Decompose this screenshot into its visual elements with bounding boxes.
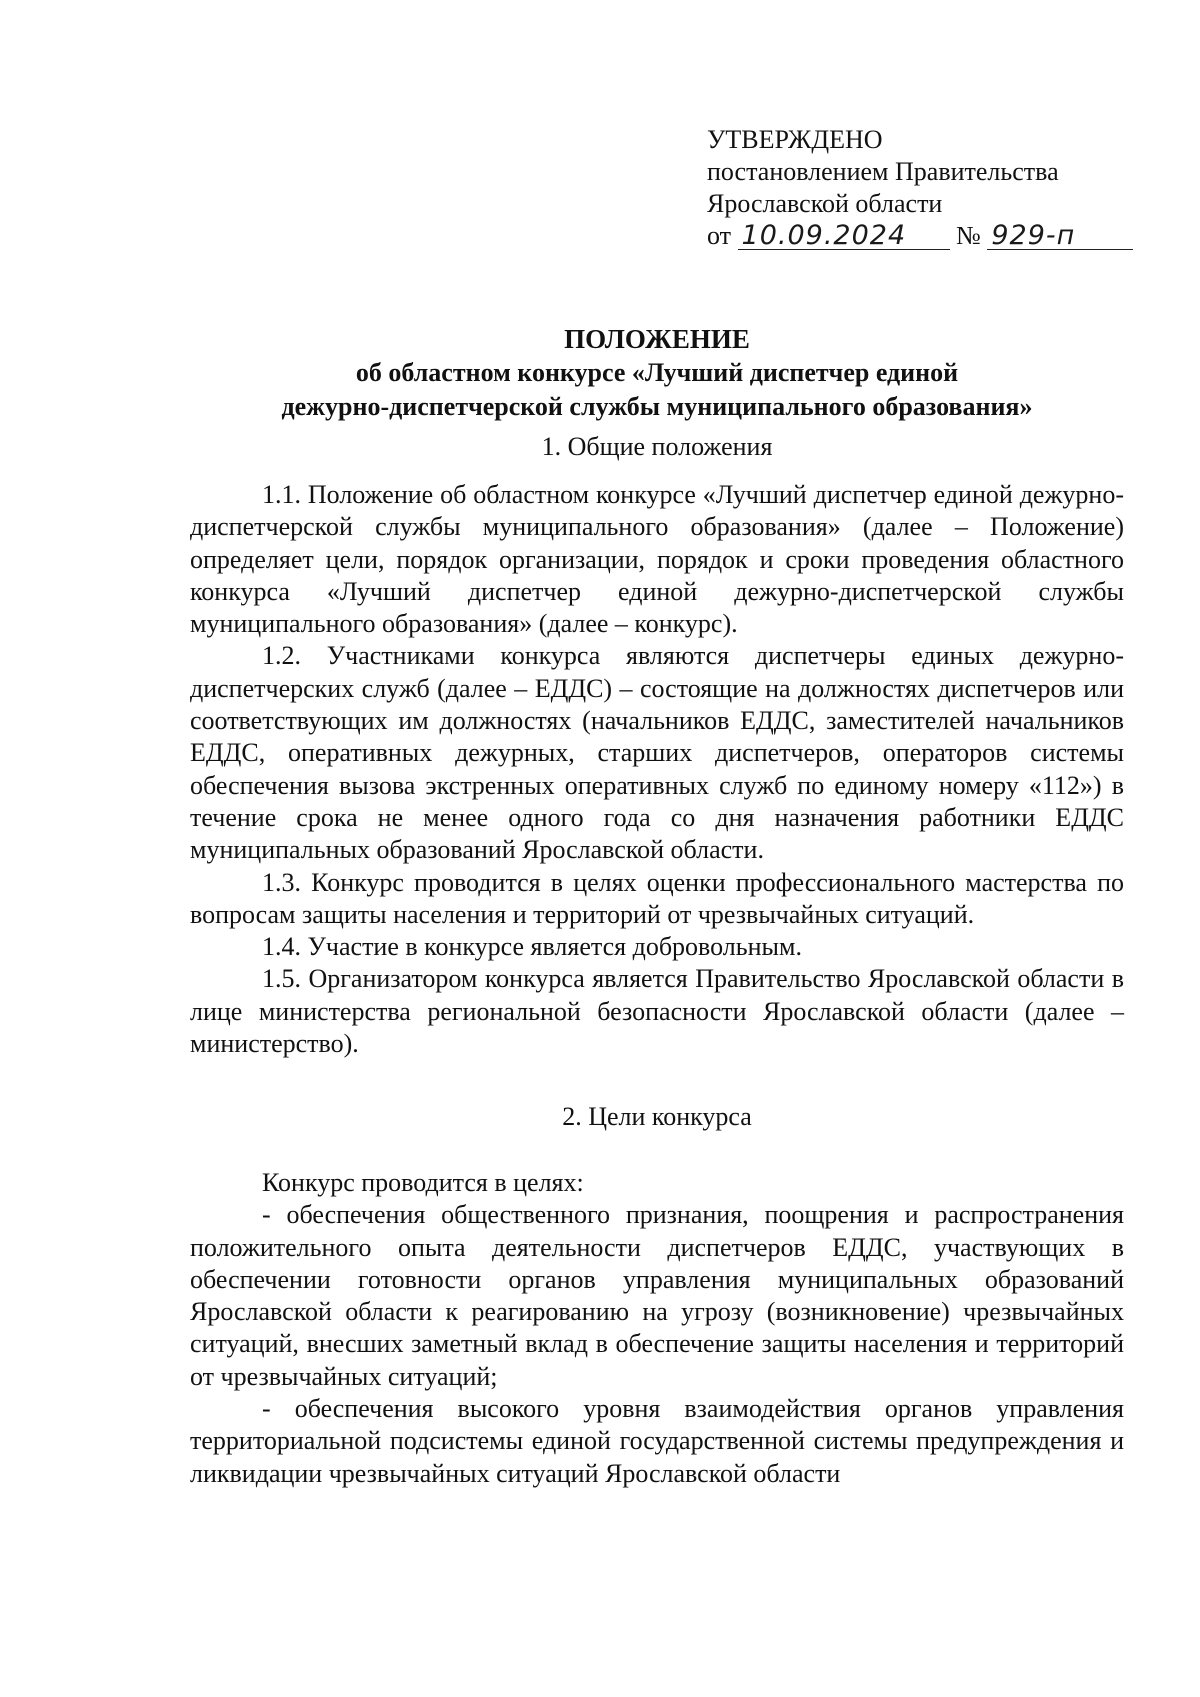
approval-region: Ярославской области [707, 189, 943, 218]
paragraph-1-5: 1.5. Организатором конкурса является Правительство Ярославской области в лице министерства региональной безопасности Ярославской области (далее – министерство). [190, 964, 1124, 1059]
section-2-heading: 2. Цели конкурса [562, 1102, 752, 1131]
paragraph-2-goal-2: - обеспечения высокого уровня взаимодействия органов управления территориальной подсистемы единой государственной системы предупреждения и ликвидации чрезвычайных ситуаций Ярославской области [190, 1394, 1124, 1488]
title-main: ПОЛОЖЕНИЕ [564, 324, 750, 354]
paragraph-1-4: 1.4. Участие в конкурсе является добровольным. [262, 932, 802, 962]
paragraph-2-goal-1: - обеспечения общественного признания, поощрения и распространения положительного опыта деятельности диспетчеров ЕДДС, участвующих в обеспечении готовности органов управления муниципальных образований Ярославской области к реагированию на угрозу (возникновение) чрезвычайных ситуаций, внесших заметный вклад в обеспечение защиты населения и территорий от чрезвычайных ситуаций; [190, 1200, 1124, 1391]
title-sub-line-1: об областном конкурсе «Лучший диспетчер единой [355, 358, 959, 387]
document-title [190, 322, 1124, 424]
date-prefix: от [707, 221, 732, 250]
title-sub-line-2: дежурно-диспетчерской службы муниципального образования» [281, 392, 1033, 421]
paragraph-1-3: 1.3. Конкурс проводится в целях оценки профессионального мастерства по вопросам защиты населения и территорий от чрезвычайных ситуаций. [190, 867, 1124, 929]
number-sign: № [956, 221, 981, 250]
approval-stamp [707, 124, 1133, 252]
approval-authority: постановлением Правительства [707, 157, 1059, 186]
handwritten-date: 10.09.2024 [738, 223, 950, 250]
handwritten-number: 929-п [987, 223, 1133, 250]
paragraph-1-1: 1.1. Положение об областном конкурсе «Лучший диспетчер единой дежурно-диспетчерской службы муниципального образования» (далее – Положение) определяет цели, порядок организации, порядок и сроки проведения областного конкурса «Лучший диспетчер единой дежурно-диспетчерской службы муниципального образования» (далее – конкурс). [190, 480, 1124, 639]
paragraph-1-2: 1.2. Участниками конкурса являются диспетчеры единых дежурно-диспетчерских служб (далее – ЕДДС) – состоящие на должностях диспетчеров или соответствующих им должностях (начальников ЕДДС, заместителей начальников ЕДДС, оперативных дежурных, старших диспетчеров, операторов системы обеспечения вызова экстренных оперативных служб по единому номеру «112») в течение срока не менее одного года со дня назначения работники ЕДДС муниципальных образований Ярославской области. [190, 641, 1124, 865]
approval-date-line [707, 220, 1133, 252]
paragraph-2-intro: Конкурс проводится в целях: [262, 1168, 584, 1197]
section-1-body [190, 479, 1124, 1060]
section-1-heading: 1. Общие положения [541, 432, 773, 461]
approval-heading: УТВЕРЖДЕНО [707, 125, 883, 154]
section-2-body [190, 1167, 1124, 1490]
